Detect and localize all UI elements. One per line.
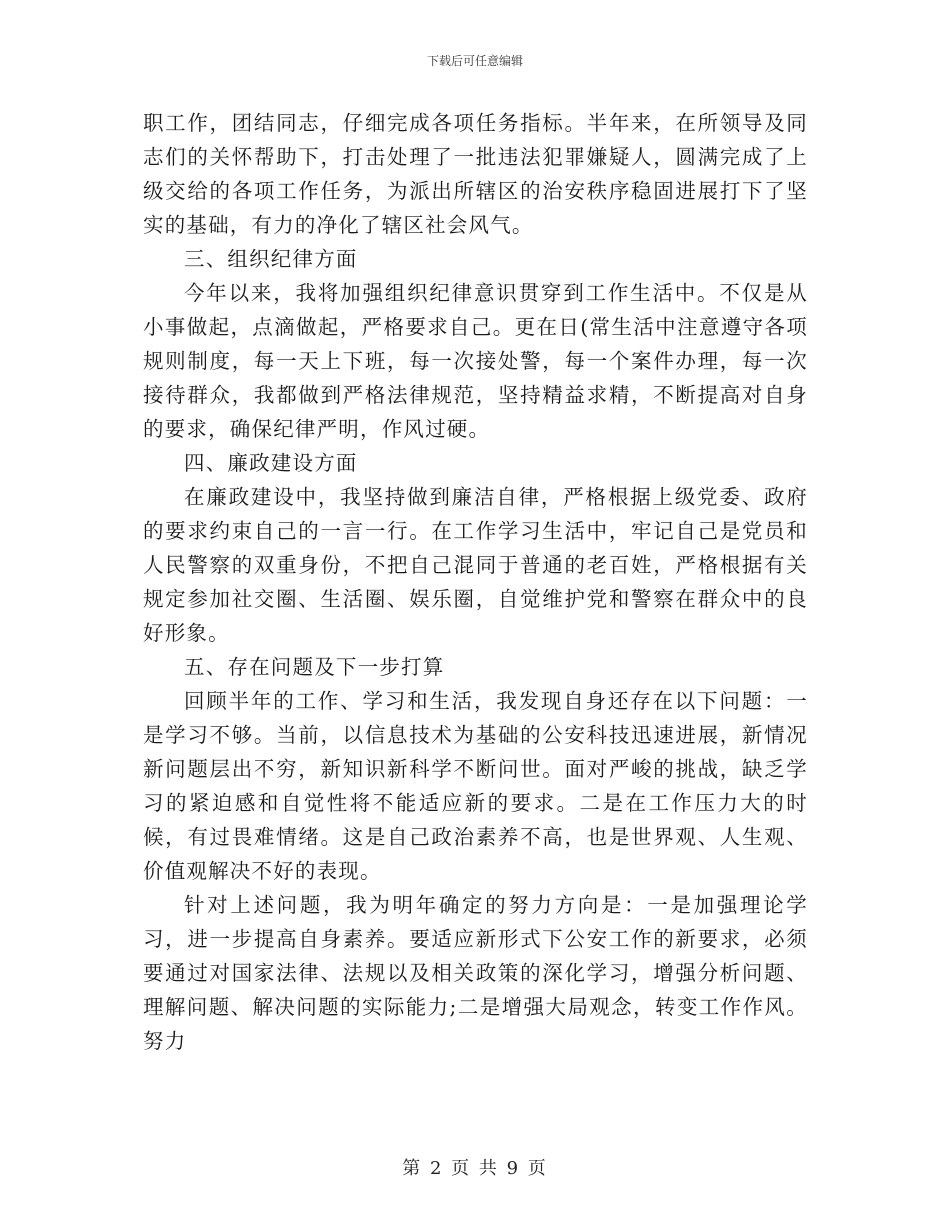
section-heading-integrity: 四、廉政建设方面: [184, 451, 358, 475]
paragraph-integrity: 在廉政建设中，我坚持做到廉洁自律，严格根据上级党委、政府的要求约束自己的一言一行。在工作学习生活中，牢记自己是党员和人民警察的双重身份，不把自己混同于普通的老百姓，严格根据有关规定参加社交圈、生活圈、娱乐圈，自觉维护党和警察在群众中的良好形象。: [143, 485, 808, 645]
paragraph-continuation: 职工作，团结同志，仔细完成各项任务指标。半年来，在所领导及同志们的关怀帮助下，打击处理了一批违法犯罪嫌疑人，圆满完成了上级交给的各项工作任务，为派出所辖区的治安秩序稳固进展打下了坚实的基础，有力的净化了辖区社会风气。: [143, 111, 808, 237]
document-body: [143, 106, 808, 1058]
page-header: 下载后可任意编辑: [426, 54, 523, 68]
paragraph-problems: 回顾半年的工作、学习和生活，我发现自身还存在以下问题：一是学习不够。当前，以信息技术为基础的公安科技迅速进展，新情况新问题层出不穷，新知识新科学不断问世。面对严峻的挑战，缺乏学习的紧迫感和自觉性将不能适应新的要求。二是在工作压力大的时候，有过畏难情绪。这是自己政治素养不高，也是世界观、人生观、价值观解决不好的表现。: [143, 689, 808, 883]
section-heading-problems: 五、存在问题及下一步打算: [184, 655, 445, 679]
section-heading-discipline: 三、组织纪律方面: [184, 247, 358, 271]
paragraph-plans: 针对上述问题，我为明年确定的努力方向是：一是加强理论学习，进一步提高自身素养。要适应新形式下公安工作的新要求，必须要通过对国家法律、法规以及相关政策的深化学习，增强分析问题、理解问题、解决问题的实际能力;二是增强大局观念，转变工作作风。努力: [143, 893, 808, 1053]
page-number-footer: 第 2 页 共 9 页: [402, 1158, 548, 1179]
paragraph-discipline: 今年以来，我将加强组织纪律意识贯穿到工作生活中。不仅是从小事做起，点滴做起，严格要求自己。更在日(常生活中注意遵守各项规则制度，每一天上下班，每一次接处警，每一个案件办理，每一次接待群众，我都做到严格法律规范，坚持精益求精，不断提高对自身的要求，确保纪律严明，作风过硬。: [143, 281, 808, 441]
